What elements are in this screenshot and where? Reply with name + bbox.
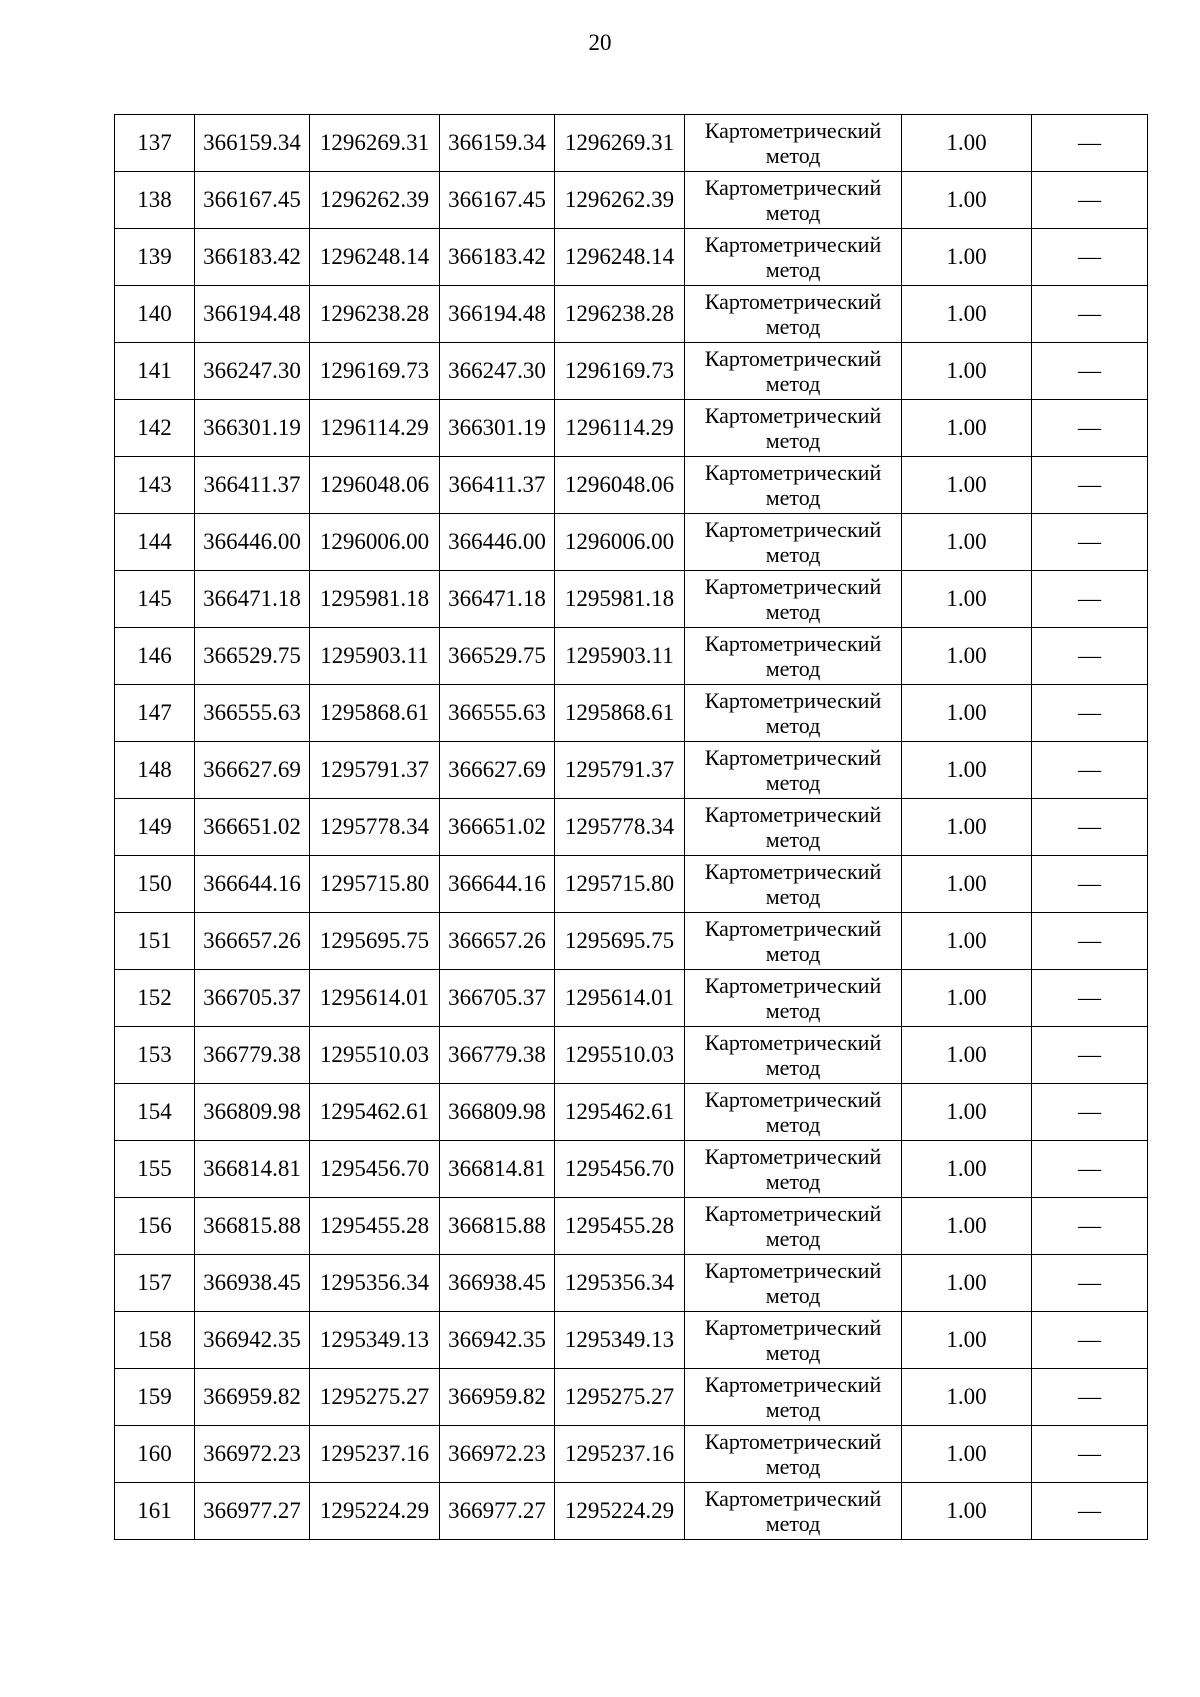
table-row xyxy=(115,286,1148,343)
cell-note: — xyxy=(1032,343,1148,400)
cell-x-existing: 366167.45 xyxy=(195,172,310,229)
method-text-line2: метод xyxy=(765,1511,821,1536)
cell-x-refined: 366159.34 xyxy=(440,115,555,172)
cell-x-existing: 366411.37 xyxy=(195,457,310,514)
cell-y-refined: 1295791.37 xyxy=(555,742,685,799)
cell-note: — xyxy=(1032,286,1148,343)
cell-x-existing: 366471.18 xyxy=(195,571,310,628)
cell-note: — xyxy=(1032,628,1148,685)
cell-accuracy: 1.00 xyxy=(902,457,1032,514)
cell-point-number: 143 xyxy=(115,457,195,514)
method-text-line2: метод xyxy=(765,1340,821,1365)
method-text-line1: Картометрический xyxy=(704,1087,882,1112)
cell-x-refined: 366959.82 xyxy=(440,1369,555,1426)
cell-x-existing: 366247.30 xyxy=(195,343,310,400)
cell-accuracy: 1.00 xyxy=(902,970,1032,1027)
cell-accuracy: 1.00 xyxy=(902,400,1032,457)
cell-note: — xyxy=(1032,571,1148,628)
method-text-line1: Картометрический xyxy=(704,859,882,884)
cell-method xyxy=(685,172,902,229)
method-text-line2: метод xyxy=(765,1454,821,1479)
cell-y-refined: 1295455.28 xyxy=(555,1198,685,1255)
cell-method xyxy=(685,457,902,514)
method-text-line2: метод xyxy=(765,257,821,282)
cell-point-number: 146 xyxy=(115,628,195,685)
cell-x-existing: 366942.35 xyxy=(195,1312,310,1369)
cell-x-existing: 366972.23 xyxy=(195,1426,310,1483)
cell-note: — xyxy=(1032,514,1148,571)
cell-method xyxy=(685,115,902,172)
cell-y-existing: 1296114.29 xyxy=(310,400,440,457)
cell-y-existing: 1295275.27 xyxy=(310,1369,440,1426)
cell-accuracy: 1.00 xyxy=(902,1198,1032,1255)
cell-accuracy: 1.00 xyxy=(902,571,1032,628)
cell-x-refined: 366972.23 xyxy=(440,1426,555,1483)
cell-note: — xyxy=(1032,799,1148,856)
table-row xyxy=(115,1483,1148,1540)
method-text-line2: метод xyxy=(765,770,821,795)
cell-method xyxy=(685,913,902,970)
cell-note: — xyxy=(1032,1027,1148,1084)
cell-accuracy: 1.00 xyxy=(902,286,1032,343)
cell-accuracy: 1.00 xyxy=(902,1312,1032,1369)
cell-y-refined: 1295778.34 xyxy=(555,799,685,856)
method-text-line2: метод xyxy=(765,998,821,1023)
cell-y-existing: 1295462.61 xyxy=(310,1084,440,1141)
cell-method xyxy=(685,1084,902,1141)
table-row xyxy=(115,1027,1148,1084)
cell-accuracy: 1.00 xyxy=(902,1426,1032,1483)
cell-x-existing: 366194.48 xyxy=(195,286,310,343)
cell-method xyxy=(685,1027,902,1084)
cell-x-existing: 366651.02 xyxy=(195,799,310,856)
cell-point-number: 154 xyxy=(115,1084,195,1141)
cell-x-refined: 366555.63 xyxy=(440,685,555,742)
cell-x-refined: 366183.42 xyxy=(440,229,555,286)
cell-accuracy: 1.00 xyxy=(902,1369,1032,1426)
cell-y-refined: 1295462.61 xyxy=(555,1084,685,1141)
cell-note: — xyxy=(1032,742,1148,799)
method-text-line1: Картометрический xyxy=(704,1315,882,1340)
cell-x-existing: 366529.75 xyxy=(195,628,310,685)
method-text-line2: метод xyxy=(765,485,821,510)
cell-y-existing: 1295237.16 xyxy=(310,1426,440,1483)
cell-method xyxy=(685,856,902,913)
cell-note: — xyxy=(1032,115,1148,172)
cell-point-number: 149 xyxy=(115,799,195,856)
cell-point-number: 141 xyxy=(115,343,195,400)
cell-point-number: 139 xyxy=(115,229,195,286)
method-text-line2: метод xyxy=(765,314,821,339)
cell-x-existing: 366301.19 xyxy=(195,400,310,457)
method-text-line1: Картометрический xyxy=(704,460,882,485)
cell-x-refined: 366411.37 xyxy=(440,457,555,514)
cell-x-refined: 366809.98 xyxy=(440,1084,555,1141)
cell-method xyxy=(685,1369,902,1426)
cell-y-existing: 1295614.01 xyxy=(310,970,440,1027)
cell-note: — xyxy=(1032,229,1148,286)
cell-y-existing: 1296262.39 xyxy=(310,172,440,229)
cell-point-number: 159 xyxy=(115,1369,195,1426)
cell-accuracy: 1.00 xyxy=(902,913,1032,970)
cell-method xyxy=(685,343,902,400)
table-row xyxy=(115,1255,1148,1312)
cell-y-existing: 1296048.06 xyxy=(310,457,440,514)
cell-accuracy: 1.00 xyxy=(902,628,1032,685)
method-text-line2: метод xyxy=(765,656,821,681)
cell-point-number: 161 xyxy=(115,1483,195,1540)
cell-y-refined: 1295510.03 xyxy=(555,1027,685,1084)
cell-accuracy: 1.00 xyxy=(902,343,1032,400)
cell-y-existing: 1295356.34 xyxy=(310,1255,440,1312)
cell-y-refined: 1296269.31 xyxy=(555,115,685,172)
cell-point-number: 144 xyxy=(115,514,195,571)
cell-note: — xyxy=(1032,1141,1148,1198)
method-text-line2: метод xyxy=(765,143,821,168)
cell-x-refined: 366815.88 xyxy=(440,1198,555,1255)
cell-point-number: 153 xyxy=(115,1027,195,1084)
cell-accuracy: 1.00 xyxy=(902,742,1032,799)
cell-y-refined: 1295614.01 xyxy=(555,970,685,1027)
cell-y-existing: 1296238.28 xyxy=(310,286,440,343)
page-number: 20 xyxy=(588,30,612,55)
cell-method xyxy=(685,628,902,685)
cell-point-number: 150 xyxy=(115,856,195,913)
cell-y-existing: 1296248.14 xyxy=(310,229,440,286)
table-body xyxy=(115,115,1148,1540)
method-text-line1: Картометрический xyxy=(704,1372,882,1397)
table-row xyxy=(115,343,1148,400)
cell-point-number: 147 xyxy=(115,685,195,742)
table-row xyxy=(115,1141,1148,1198)
method-text-line2: метод xyxy=(765,599,821,624)
cell-x-refined: 366446.00 xyxy=(440,514,555,571)
cell-note: — xyxy=(1032,685,1148,742)
cell-method xyxy=(685,1426,902,1483)
cell-accuracy: 1.00 xyxy=(902,685,1032,742)
cell-x-existing: 366977.27 xyxy=(195,1483,310,1540)
method-text-line2: метод xyxy=(765,428,821,453)
table-row xyxy=(115,856,1148,913)
cell-method xyxy=(685,799,902,856)
table-row xyxy=(115,1312,1148,1369)
method-text-line2: метод xyxy=(765,941,821,966)
cell-x-refined: 366644.16 xyxy=(440,856,555,913)
cell-point-number: 140 xyxy=(115,286,195,343)
cell-accuracy: 1.00 xyxy=(902,1255,1032,1312)
cell-method xyxy=(685,1312,902,1369)
cell-x-existing: 366705.37 xyxy=(195,970,310,1027)
cell-method xyxy=(685,571,902,628)
cell-point-number: 152 xyxy=(115,970,195,1027)
cell-x-existing: 366446.00 xyxy=(195,514,310,571)
cell-x-refined: 366977.27 xyxy=(440,1483,555,1540)
cell-x-existing: 366959.82 xyxy=(195,1369,310,1426)
table-row xyxy=(115,1084,1148,1141)
cell-accuracy: 1.00 xyxy=(902,115,1032,172)
cell-x-existing: 366627.69 xyxy=(195,742,310,799)
cell-y-refined: 1296169.73 xyxy=(555,343,685,400)
cell-point-number: 155 xyxy=(115,1141,195,1198)
cell-y-existing: 1295695.75 xyxy=(310,913,440,970)
cell-note: — xyxy=(1032,400,1148,457)
cell-accuracy: 1.00 xyxy=(902,1084,1032,1141)
cell-note: — xyxy=(1032,1483,1148,1540)
method-text-line1: Картометрический xyxy=(704,517,882,542)
cell-y-existing: 1295510.03 xyxy=(310,1027,440,1084)
cell-accuracy: 1.00 xyxy=(902,172,1032,229)
cell-accuracy: 1.00 xyxy=(902,514,1032,571)
cell-y-refined: 1296262.39 xyxy=(555,172,685,229)
cell-y-refined: 1295456.70 xyxy=(555,1141,685,1198)
cell-x-refined: 366651.02 xyxy=(440,799,555,856)
cell-method xyxy=(685,229,902,286)
method-text-line2: метод xyxy=(765,1169,821,1194)
cell-x-existing: 366814.81 xyxy=(195,1141,310,1198)
cell-x-refined: 366627.69 xyxy=(440,742,555,799)
cell-x-refined: 366247.30 xyxy=(440,343,555,400)
method-text-line1: Картометрический xyxy=(704,574,882,599)
table-row xyxy=(115,628,1148,685)
cell-y-refined: 1296048.06 xyxy=(555,457,685,514)
cell-y-existing: 1295903.11 xyxy=(310,628,440,685)
method-text-line2: метод xyxy=(765,1112,821,1137)
method-text-line1: Картометрический xyxy=(704,346,882,371)
method-text-line1: Картометрический xyxy=(704,289,882,314)
method-text-line2: метод xyxy=(765,713,821,738)
cell-y-existing: 1295715.80 xyxy=(310,856,440,913)
method-text-line1: Картометрический xyxy=(704,631,882,656)
cell-x-refined: 366167.45 xyxy=(440,172,555,229)
cell-y-refined: 1295903.11 xyxy=(555,628,685,685)
method-text-line1: Картометрический xyxy=(704,232,882,257)
method-text-line2: метод xyxy=(765,1283,821,1308)
cell-y-existing: 1295349.13 xyxy=(310,1312,440,1369)
cell-y-refined: 1296006.00 xyxy=(555,514,685,571)
cell-accuracy: 1.00 xyxy=(902,1141,1032,1198)
cell-method xyxy=(685,514,902,571)
table-row xyxy=(115,742,1148,799)
method-text-line1: Картометрический xyxy=(704,973,882,998)
cell-y-existing: 1295778.34 xyxy=(310,799,440,856)
cell-method xyxy=(685,685,902,742)
cell-note: — xyxy=(1032,457,1148,514)
cell-note: — xyxy=(1032,856,1148,913)
cell-method xyxy=(685,1255,902,1312)
cell-note: — xyxy=(1032,1255,1148,1312)
method-text-line1: Картометрический xyxy=(704,745,882,770)
cell-y-existing: 1295456.70 xyxy=(310,1141,440,1198)
method-text-line1: Картометрический xyxy=(704,1429,882,1454)
cell-note: — xyxy=(1032,1084,1148,1141)
cell-note: — xyxy=(1032,1369,1148,1426)
cell-y-existing: 1296006.00 xyxy=(310,514,440,571)
cell-x-existing: 366809.98 xyxy=(195,1084,310,1141)
table-row xyxy=(115,1198,1148,1255)
method-text-line1: Картометрический xyxy=(704,1258,882,1283)
cell-point-number: 151 xyxy=(115,913,195,970)
cell-y-refined: 1296114.29 xyxy=(555,400,685,457)
cell-note: — xyxy=(1032,970,1148,1027)
cell-point-number: 138 xyxy=(115,172,195,229)
method-text-line1: Картометрический xyxy=(704,1144,882,1169)
method-text-line1: Картометрический xyxy=(704,403,882,428)
cell-point-number: 145 xyxy=(115,571,195,628)
table-row xyxy=(115,799,1148,856)
table-row xyxy=(115,457,1148,514)
cell-x-existing: 366555.63 xyxy=(195,685,310,742)
cell-y-refined: 1295224.29 xyxy=(555,1483,685,1540)
cell-x-existing: 366779.38 xyxy=(195,1027,310,1084)
cell-method xyxy=(685,400,902,457)
cell-x-refined: 366938.45 xyxy=(440,1255,555,1312)
cell-x-existing: 366938.45 xyxy=(195,1255,310,1312)
cell-method xyxy=(685,286,902,343)
cell-x-existing: 366657.26 xyxy=(195,913,310,970)
cell-x-refined: 366814.81 xyxy=(440,1141,555,1198)
cell-x-existing: 366815.88 xyxy=(195,1198,310,1255)
cell-accuracy: 1.00 xyxy=(902,856,1032,913)
method-text-line1: Картометрический xyxy=(704,688,882,713)
cell-method xyxy=(685,1198,902,1255)
method-text-line1: Картометрический xyxy=(704,1030,882,1055)
method-text-line2: метод xyxy=(765,1397,821,1422)
cell-point-number: 142 xyxy=(115,400,195,457)
method-text-line2: метод xyxy=(765,827,821,852)
cell-y-refined: 1295237.16 xyxy=(555,1426,685,1483)
cell-accuracy: 1.00 xyxy=(902,1483,1032,1540)
method-text-line2: метод xyxy=(765,200,821,225)
table-row xyxy=(115,514,1148,571)
cell-note: — xyxy=(1032,172,1148,229)
cell-y-refined: 1295275.27 xyxy=(555,1369,685,1426)
cell-y-existing: 1295981.18 xyxy=(310,571,440,628)
cell-y-refined: 1295868.61 xyxy=(555,685,685,742)
cell-y-existing: 1295455.28 xyxy=(310,1198,440,1255)
cell-point-number: 156 xyxy=(115,1198,195,1255)
table-row xyxy=(115,571,1148,628)
cell-accuracy: 1.00 xyxy=(902,1027,1032,1084)
cell-x-existing: 366644.16 xyxy=(195,856,310,913)
method-text-line2: метод xyxy=(765,542,821,567)
cell-x-refined: 366471.18 xyxy=(440,571,555,628)
cell-y-existing: 1296169.73 xyxy=(310,343,440,400)
cell-method xyxy=(685,970,902,1027)
method-text-line1: Картометрический xyxy=(704,1486,882,1511)
cell-x-refined: 366657.26 xyxy=(440,913,555,970)
cell-x-existing: 366159.34 xyxy=(195,115,310,172)
table-row xyxy=(115,229,1148,286)
cell-y-refined: 1295349.13 xyxy=(555,1312,685,1369)
coordinates-table xyxy=(114,114,1148,1540)
cell-point-number: 137 xyxy=(115,115,195,172)
cell-y-existing: 1296269.31 xyxy=(310,115,440,172)
table-row xyxy=(115,913,1148,970)
method-text-line1: Картометрический xyxy=(704,916,882,941)
cell-y-refined: 1296238.28 xyxy=(555,286,685,343)
cell-accuracy: 1.00 xyxy=(902,229,1032,286)
table-row xyxy=(115,400,1148,457)
cell-x-existing: 366183.42 xyxy=(195,229,310,286)
table-row xyxy=(115,172,1148,229)
table-row xyxy=(115,1369,1148,1426)
cell-note: — xyxy=(1032,1426,1148,1483)
cell-y-refined: 1295715.80 xyxy=(555,856,685,913)
table-row xyxy=(115,1426,1148,1483)
cell-note: — xyxy=(1032,913,1148,970)
table-row xyxy=(115,685,1148,742)
cell-y-refined: 1295981.18 xyxy=(555,571,685,628)
cell-method xyxy=(685,1483,902,1540)
method-text-line1: Картометрический xyxy=(704,802,882,827)
cell-x-refined: 366194.48 xyxy=(440,286,555,343)
cell-note: — xyxy=(1032,1312,1148,1369)
method-text-line2: метод xyxy=(765,884,821,909)
cell-point-number: 160 xyxy=(115,1426,195,1483)
cell-y-existing: 1295224.29 xyxy=(310,1483,440,1540)
method-text-line2: метод xyxy=(765,1055,821,1080)
cell-y-existing: 1295791.37 xyxy=(310,742,440,799)
cell-point-number: 148 xyxy=(115,742,195,799)
method-text-line2: метод xyxy=(765,371,821,396)
cell-method xyxy=(685,1141,902,1198)
cell-note: — xyxy=(1032,1198,1148,1255)
cell-method xyxy=(685,742,902,799)
cell-x-refined: 366779.38 xyxy=(440,1027,555,1084)
cell-x-refined: 366301.19 xyxy=(440,400,555,457)
cell-point-number: 157 xyxy=(115,1255,195,1312)
cell-y-refined: 1296248.14 xyxy=(555,229,685,286)
method-text-line1: Картометрический xyxy=(704,1201,882,1226)
cell-point-number: 158 xyxy=(115,1312,195,1369)
cell-x-refined: 366529.75 xyxy=(440,628,555,685)
cell-y-refined: 1295356.34 xyxy=(555,1255,685,1312)
cell-y-refined: 1295695.75 xyxy=(555,913,685,970)
table-row xyxy=(115,115,1148,172)
cell-accuracy: 1.00 xyxy=(902,799,1032,856)
table-row xyxy=(115,970,1148,1027)
method-text-line2: метод xyxy=(765,1226,821,1251)
method-text-line1: Картометрический xyxy=(704,175,882,200)
cell-x-refined: 366942.35 xyxy=(440,1312,555,1369)
cell-x-refined: 366705.37 xyxy=(440,970,555,1027)
cell-y-existing: 1295868.61 xyxy=(310,685,440,742)
method-text-line1: Картометрический xyxy=(704,118,882,143)
